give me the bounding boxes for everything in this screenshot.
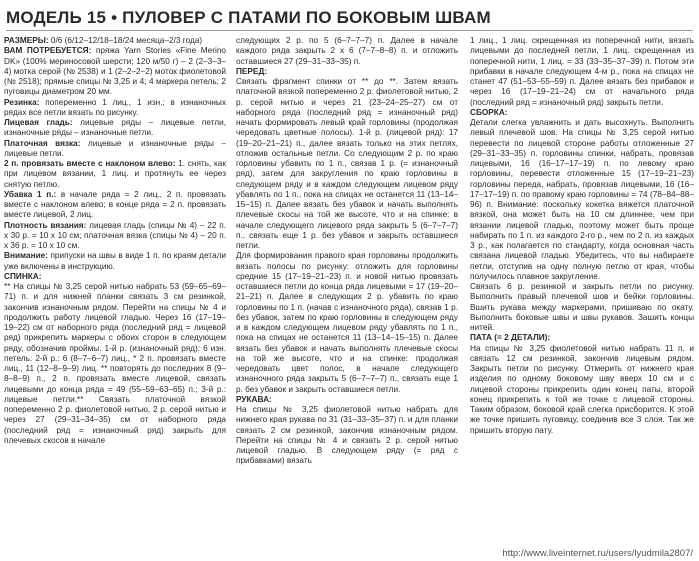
paragraph: Убавка 1 п.: в начале ряда = 2 лиц., 2 п. провязать вместе с наклоном влево; в конце ряда = 2 п. провязать вместе лицевой, 2 лиц.: [4, 189, 226, 220]
paragraph: Для формирования правого края горловины продолжить вязать полосы по рисунку: отложить для горловины средние 15 (17–19–21–23) п. и новой нитью провязать оставшиеся петли до конца ряда лицевыми = 17 (19–20–21–21) п. Далее в следующих 2 р. убавить по краю горловины по 1 п. (начав с изнаночного ряда), связав 1 р. без убавок, затем по краю горловины в следующем ряду и в каждом следующем лицевом ряду убавлять по 1 п., пока на спицах не останется 11 (13–14–15–15) п. Далее вязать без убавок и начать выполнять плечевые скосы на той же высоте, что и на спинке: продолжая чередовать цвет полос, в начале следующего изнаночного ряда закрыть 5 (6–7–7–7) п., связать еще 1 р. без убавок и закрыть оставшиеся петли.: [236, 251, 458, 394]
page-title: МОДЕЛЬ 15 • ПУЛОВЕР С ПАТАМИ ПО БОКОВЫМ ШВАМ: [6, 8, 491, 27]
paragraph: Детали слегка увлажнить и дать высохнуть. Выполнить левый плечевой шов. На спицы № 3,25 серой нитью перевести по лицевой стороне работы отложенные 27 (29–31–33–35) п. горловины спинки, набрать, провязав лицевыми, 16 (16–17–17–19) п. по левому краю горловины, перевести отложенные 15 (17–19–21–23) горловины переда, набрать, провязав лицевыми, 16 (16–17–17–19) п. по правому краю горловины = 74 (78–84–88–96) п. Внимание: поскольку кокетка вяжется платочной вязкой, она может быть на 10 см длиннее, чем при вязании лицевой гладью, поэтому может быть проще набирать по 1 п. из каждого 2-го р., чем по 2 п. из каждых 3 р., как полагается по стандарту, когда основная часть связана лицевой гладью. Убедитесь, что вы набираете петли, отступив на одну полную петлю от края, чтобы получилось плавное закругление.: [470, 118, 694, 281]
paragraph: ВАМ ПОТРЕБУЕТСЯ: пряжа Yarn Stories «Fine Merino DK» (100% мериносовой шерсти; 120 м/50 г) – 2 (2–3–3–4) мотка серой (№ 2538) и 1 (2–2–2–2) моток фиолетовой (№ 2518); прямые спицы № 3,25 и 4; 4 маркера петель; 2 пуговицы диаметром 20 мм.: [4, 46, 226, 97]
paragraph: Лицевая гладь: лицевые ряды – лицевые петли, изнаночные ряды – изнаночные петли.: [4, 118, 226, 138]
section-heading: СПИНКА:: [4, 271, 42, 281]
column-3: [470, 36, 694, 547]
paragraph: На спицы № 3,25 фиолетовой нитью набрать 11 п. и связать 12 см резинкой, закончив лицевым рядом. Закрыть петли по рисунку. Отмерить от нижнего края изделия по одному боковому шву вверх 10 см и с лицевой стороны прикрепить один конец паты, второй конец прикрепить к той же точке с лицевой стороны. Таким образом, боковой край слегка присборится. К этой же точке пришить пуговицу, соединив все 3 слоя. Так же пришить вторую пату.: [470, 343, 694, 435]
column-1: [4, 36, 226, 547]
section-heading: ПАТА (= 2 ДЕТАЛИ):: [470, 333, 551, 343]
section-heading: СБОРКА:: [470, 107, 508, 117]
paragraph: Плотность вязания: лицевая гладь (спицы № 4) – 22 п. х 30 р. = 10 х 10 см; платочная вязка (спицы № 4) – 20 п. х 36 р. = 10 х 10 см.: [4, 220, 226, 250]
paragraph: 1 лиц., 1 лиц. скрещенная из поперечной нити, вязать лицевыми до последней петли, 1 лиц. скрещенная из поперечной нити, 1 лиц. = 33 (33–35–37–39) п. Потом эти прибавки в начале следующем 4-м р., пока на спицах не станет 47 (51–53–55–59) п. Далее вязать без прибавок и через 16 (17–19–21–24) см от начального ряда (последний ряд = изнаночный ряд) закрыть петли.: [470, 36, 694, 107]
paragraph: Связать 6 р. резинкой и закрыть петли по рисунку. Выполнить правый плечевой шов и бейки горловины. Вшить рукава между маркерами, пришиваю по окату. Выполнить боковые швы и швы рукавов. Зашить концы нитей.: [470, 282, 694, 332]
paragraph: Платочная вязка: лицевые и изнаночные ряды – лицевые петли.: [4, 138, 226, 158]
paragraph: Связать фрагмент спинки от ** до **. Затем вязать платочной вязкой попеременно 2 р. фиолетовой нитью, 2 р. серой нитью и через 21 (23–24–25–27) см от наборного ряда (последний ряд = изнаночный ряд) начать формировать левый край горловины (продолжая чередовать цветные полосы). 1-й р. (лицевой ряд): 17 (19–20–21–21) п., далее вязать только на этих петлях, отложив остальные петли. Со следующим 2 р. по краю горловины убавить по 1 п., связав 1 р. (= изнаночный ряд), затем для закругления по краю горловины в следующем ряду и в каждом следующем лицевом ряду убавлять по 1 п., пока на спицах не останется 11 (13–14–15–15) п. Далее вязать без убавок и начать выполнять плечевые скосы на той же высоте, что и на спинке: в начале следующего лицевого ряда закрыть 5 (6–7–7–7) п., связать еще 1 р. без убавок и закрыть оставшиеся петли.: [236, 77, 458, 250]
watermark-url: http://www.liveinternet.ru/users/lyudmila2807/: [502, 548, 693, 559]
paragraph: Резинка: попеременно 1 лиц., 1 изн.; в изнаночных рядах все петли вязать по рисунку.: [4, 97, 226, 117]
section-heading: РУКАВА:: [236, 394, 272, 404]
paragraph: На спицы № 3,25 фиолетовой нитью набрать для нижнего края рукава по 31 (31–33–35–37) п. и для планки связать 2 см резинкой, закончив изнаночным рядом. Перейти на спицы № 4 и связать 2 р. серой нитью лицевой гладью. В следующем ряду (= ряд с прибавками) вязать: [236, 405, 458, 466]
section-heading: ПЕРЕД:: [236, 66, 268, 76]
paragraph: ** На спицы № 3,25 серой нитью набрать 53 (59–65–69–71) п. и для нижней планки связать 3 см резинкой, закончив изнаночным рядом. Перейти на спицы № 4 и продолжить работу лицевой гладью. Через 16 (17–19–19–22) см от наборного ряда (последний ряд = лицевой ряд) прикрепить маркеры с обоих сторон в следующем ряду, обозначив проймы. 1-й р. (изнаночный ряд): 6 изн. петель: 2-й р.: 6 (8–7–6–7) лиц., * 2 п. провязать вместе лиц., 11 (12–8–9–9) лиц. ** повторять до последних 8 (9–8–8–9) п., 2 п. провязать вместе лицевой, связать лицевыми до конца ряда = 49 (55–59–63–65) п.; 3-й р.: лицевые петли.** Связать платочной вязкой попеременно 2 р. фиолетовой нитью, 2 р. серой нитью и через 27 (29–31–34–35) см от наборного ряда (последний ряд = изнаночный ряд) закрыть для плечевых скосов в начале: [4, 282, 226, 445]
paragraph: РАЗМЕРЫ: 0/6 (6/12–12/18–18/24 месяца–2/3 года): [4, 36, 203, 45]
page-header: [6, 6, 693, 31]
paragraph: Внимание: припуски на швы в виде 1 п. по краям детали уже включены в инструкцию.: [4, 251, 226, 271]
column-2: [236, 36, 458, 547]
paragraph: следующих 2 р. по 5 (6–7–7–7) п. Далее в начале каждого ряда закрыть 2 х 6 (7–7–8–8) п. и отложить оставшиеся 27 (29–31–33–35) п.: [236, 36, 458, 66]
paragraph: 2 п. провязать вместе с наклоном влево: 1. снять, как при лицевом вязании, 1 лиц. и протянуть ее через снятую петлю.: [4, 159, 226, 189]
